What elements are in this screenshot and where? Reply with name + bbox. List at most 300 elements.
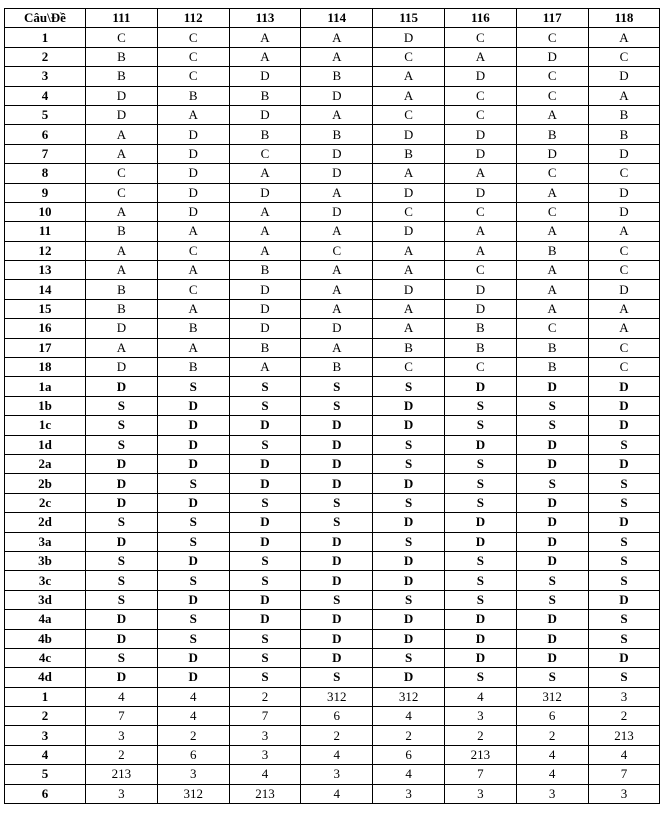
answer-cell: A <box>588 319 660 338</box>
answer-cell: C <box>157 241 229 260</box>
answer-cell: D <box>516 144 588 163</box>
answer-cell: C <box>444 86 516 105</box>
answer-cell: B <box>229 125 301 144</box>
answer-cell: D <box>373 474 445 493</box>
answer-cell: D <box>157 144 229 163</box>
answer-cell: D <box>229 299 301 318</box>
answer-cell: C <box>157 28 229 47</box>
answer-cell: D <box>157 668 229 687</box>
question-number-cell: 1c <box>5 416 86 435</box>
answer-cell: 2 <box>588 707 660 726</box>
answer-cell: A <box>229 202 301 221</box>
header-exam-code-111: 111 <box>86 9 158 28</box>
table-row <box>5 532 660 551</box>
answer-cell: S <box>86 590 158 609</box>
answer-cell: D <box>373 416 445 435</box>
table-row <box>5 435 660 454</box>
answer-cell: A <box>516 299 588 318</box>
answer-cell: 4 <box>229 765 301 784</box>
answer-cell: B <box>229 261 301 280</box>
question-number-cell: 8 <box>5 164 86 183</box>
answer-cell: D <box>516 377 588 396</box>
answer-cell: D <box>588 183 660 202</box>
answer-cell: D <box>373 629 445 648</box>
answer-cell: D <box>229 319 301 338</box>
table-row <box>5 493 660 512</box>
answer-cell: C <box>516 67 588 86</box>
answer-cell: A <box>588 28 660 47</box>
answer-cell: S <box>157 610 229 629</box>
answer-cell: D <box>444 377 516 396</box>
answer-cell: C <box>86 28 158 47</box>
header-row <box>5 9 660 28</box>
answer-cell: 7 <box>444 765 516 784</box>
question-number-cell: 1d <box>5 435 86 454</box>
answer-cell: A <box>86 125 158 144</box>
answer-cell: 2 <box>301 726 373 745</box>
answer-cell: A <box>229 358 301 377</box>
table-row <box>5 726 660 745</box>
answer-cell: C <box>373 105 445 124</box>
table-row <box>5 707 660 726</box>
answer-cell: S <box>157 377 229 396</box>
answer-cell: A <box>157 338 229 357</box>
answer-cell: S <box>86 648 158 667</box>
header-exam-code-117: 117 <box>516 9 588 28</box>
table-row <box>5 280 660 299</box>
answer-cell: 7 <box>86 707 158 726</box>
answer-cell: S <box>444 396 516 415</box>
answer-cell: B <box>86 222 158 241</box>
question-number-cell: 2a <box>5 454 86 473</box>
answer-cell: S <box>588 551 660 570</box>
answer-cell: D <box>516 47 588 66</box>
answer-cell: C <box>516 86 588 105</box>
answer-cell: D <box>301 474 373 493</box>
answer-cell: D <box>301 416 373 435</box>
answer-cell: D <box>444 648 516 667</box>
table-row <box>5 513 660 532</box>
answer-cell: C <box>516 202 588 221</box>
table-row <box>5 396 660 415</box>
question-number-cell: 6 <box>5 125 86 144</box>
answer-cell: C <box>157 47 229 66</box>
answer-cell: C <box>157 67 229 86</box>
answer-cell: D <box>516 629 588 648</box>
table-row <box>5 765 660 784</box>
answer-cell: S <box>373 648 445 667</box>
question-number-cell: 2b <box>5 474 86 493</box>
table-row <box>5 454 660 473</box>
answer-cell: B <box>229 338 301 357</box>
question-number-cell: 4b <box>5 629 86 648</box>
answer-cell: S <box>444 416 516 435</box>
answer-cell: D <box>373 551 445 570</box>
answer-cell: S <box>444 493 516 512</box>
answer-cell: A <box>588 222 660 241</box>
table-row <box>5 784 660 803</box>
answer-cell: S <box>373 493 445 512</box>
answer-cell: S <box>86 513 158 532</box>
answer-cell: B <box>373 338 445 357</box>
answer-cell: D <box>373 183 445 202</box>
answer-cell: A <box>86 202 158 221</box>
table-row <box>5 222 660 241</box>
answer-cell: A <box>86 144 158 163</box>
answer-cell: B <box>516 241 588 260</box>
answer-cell: D <box>588 67 660 86</box>
answer-cell: 3 <box>86 784 158 803</box>
answer-cell: D <box>444 183 516 202</box>
answer-cell: D <box>444 125 516 144</box>
answer-cell: D <box>301 532 373 551</box>
answer-cell: B <box>444 338 516 357</box>
answer-cell: 3 <box>229 726 301 745</box>
answer-cell: D <box>86 610 158 629</box>
question-number-cell: 4c <box>5 648 86 667</box>
answer-cell: D <box>86 86 158 105</box>
answer-cell: S <box>86 416 158 435</box>
answer-cell: S <box>588 610 660 629</box>
table-row <box>5 241 660 260</box>
answer-cell: C <box>444 358 516 377</box>
answer-cell: S <box>301 377 373 396</box>
answer-cell: D <box>444 532 516 551</box>
answer-cell: D <box>157 493 229 512</box>
answer-cell: S <box>373 532 445 551</box>
answer-cell: B <box>86 67 158 86</box>
answer-cell: D <box>588 416 660 435</box>
answer-cell: S <box>157 474 229 493</box>
answer-cell: 4 <box>86 687 158 706</box>
answer-cell: D <box>444 513 516 532</box>
answer-cell: A <box>588 299 660 318</box>
answer-cell: 3 <box>301 765 373 784</box>
answer-cell: D <box>373 222 445 241</box>
table-row <box>5 164 660 183</box>
answer-cell: 4 <box>373 707 445 726</box>
answer-cell: B <box>301 125 373 144</box>
table-row <box>5 590 660 609</box>
header-question-label: Câu\Đề <box>5 9 86 28</box>
answer-cell: S <box>444 590 516 609</box>
answer-cell: S <box>444 454 516 473</box>
answer-cell: 4 <box>301 745 373 764</box>
answer-cell: 4 <box>373 765 445 784</box>
answer-cell: B <box>516 125 588 144</box>
answer-cell: A <box>157 261 229 280</box>
answer-cell: B <box>516 338 588 357</box>
answer-cell: 6 <box>516 707 588 726</box>
answer-cell: D <box>157 183 229 202</box>
answer-cell: D <box>86 668 158 687</box>
answer-cell: D <box>86 377 158 396</box>
answer-cell: D <box>229 280 301 299</box>
answer-cell: 6 <box>301 707 373 726</box>
table-body <box>5 28 660 804</box>
question-number-cell: 2 <box>5 707 86 726</box>
answer-cell: D <box>86 629 158 648</box>
question-number-cell: 3 <box>5 67 86 86</box>
answer-cell: D <box>516 454 588 473</box>
answer-cell: D <box>588 202 660 221</box>
answer-cell: 213 <box>444 745 516 764</box>
question-number-cell: 7 <box>5 144 86 163</box>
answer-cell: S <box>373 435 445 454</box>
question-number-cell: 2 <box>5 47 86 66</box>
table-row <box>5 648 660 667</box>
answer-cell: D <box>588 396 660 415</box>
question-number-cell: 4 <box>5 745 86 764</box>
answer-cell: D <box>516 610 588 629</box>
table-row <box>5 299 660 318</box>
answer-cell: C <box>373 202 445 221</box>
answer-cell: D <box>229 513 301 532</box>
answer-cell: S <box>373 377 445 396</box>
answer-cell: D <box>444 435 516 454</box>
answer-cell: A <box>373 319 445 338</box>
answer-cell: D <box>588 648 660 667</box>
answer-cell: A <box>373 299 445 318</box>
answer-cell: 213 <box>588 726 660 745</box>
answer-cell: S <box>301 396 373 415</box>
answer-cell: D <box>301 610 373 629</box>
table-row <box>5 338 660 357</box>
question-number-cell: 3b <box>5 551 86 570</box>
table-row <box>5 629 660 648</box>
header-exam-code-114: 114 <box>301 9 373 28</box>
table-row <box>5 28 660 47</box>
answer-cell: S <box>444 474 516 493</box>
answer-cell: 312 <box>516 687 588 706</box>
answer-cell: D <box>229 532 301 551</box>
header-exam-code-112: 112 <box>157 9 229 28</box>
answer-cell: C <box>229 144 301 163</box>
answer-cell: D <box>301 629 373 648</box>
answer-cell: D <box>373 280 445 299</box>
answer-cell: B <box>301 358 373 377</box>
answer-cell: S <box>229 571 301 590</box>
answer-cell: B <box>157 86 229 105</box>
answer-cell: C <box>588 338 660 357</box>
table-row <box>5 67 660 86</box>
table-row <box>5 610 660 629</box>
answer-cell: S <box>516 590 588 609</box>
answer-cell: C <box>588 47 660 66</box>
question-number-cell: 10 <box>5 202 86 221</box>
answer-cell: C <box>373 47 445 66</box>
answer-cell: C <box>516 319 588 338</box>
answer-cell: D <box>157 435 229 454</box>
table-row <box>5 668 660 687</box>
table-row <box>5 261 660 280</box>
answer-cell: 3 <box>516 784 588 803</box>
answer-cell: B <box>86 280 158 299</box>
answer-cell: A <box>229 47 301 66</box>
answer-cell: D <box>229 474 301 493</box>
answer-cell: 213 <box>229 784 301 803</box>
answer-cell: D <box>301 86 373 105</box>
answer-cell: A <box>444 47 516 66</box>
question-number-cell: 1 <box>5 28 86 47</box>
answer-cell: S <box>229 668 301 687</box>
answer-cell: B <box>301 67 373 86</box>
answer-cell: D <box>588 513 660 532</box>
answer-cell: C <box>157 280 229 299</box>
answer-cell: D <box>86 474 158 493</box>
question-number-cell: 3d <box>5 590 86 609</box>
answer-cell: S <box>229 493 301 512</box>
answer-cell: 3 <box>157 765 229 784</box>
answer-cell: C <box>516 28 588 47</box>
question-number-cell: 3 <box>5 726 86 745</box>
answer-cell: 7 <box>229 707 301 726</box>
answer-cell: S <box>588 668 660 687</box>
question-number-cell: 12 <box>5 241 86 260</box>
answer-cell: B <box>86 299 158 318</box>
answer-cell: A <box>301 261 373 280</box>
answer-cell: C <box>588 261 660 280</box>
answer-cell: S <box>373 590 445 609</box>
answer-cell: S <box>86 551 158 570</box>
answer-cell: D <box>444 280 516 299</box>
answer-cell: A <box>516 105 588 124</box>
answer-cell: B <box>588 125 660 144</box>
answer-cell: S <box>157 513 229 532</box>
answer-cell: 2 <box>516 726 588 745</box>
answer-cell: D <box>157 396 229 415</box>
answer-cell: C <box>301 241 373 260</box>
answer-cell: S <box>157 532 229 551</box>
answer-cell: D <box>516 648 588 667</box>
answer-cell: 4 <box>157 687 229 706</box>
question-number-cell: 15 <box>5 299 86 318</box>
answer-cell: 2 <box>157 726 229 745</box>
answer-cell: D <box>229 590 301 609</box>
answer-cell: S <box>157 629 229 648</box>
answer-cell: S <box>588 571 660 590</box>
answer-cell: S <box>229 629 301 648</box>
answer-cell: S <box>301 493 373 512</box>
answer-cell: S <box>301 513 373 532</box>
answer-cell: 6 <box>373 745 445 764</box>
answer-cell: S <box>588 435 660 454</box>
table-row <box>5 86 660 105</box>
answer-cell: D <box>86 105 158 124</box>
answer-cell: A <box>301 183 373 202</box>
answer-cell: S <box>588 629 660 648</box>
answer-cell: D <box>516 532 588 551</box>
answer-cell: D <box>157 454 229 473</box>
answer-cell: A <box>229 164 301 183</box>
answer-cell: S <box>516 416 588 435</box>
question-number-cell: 2c <box>5 493 86 512</box>
answer-cell: S <box>229 396 301 415</box>
answer-cell: A <box>373 164 445 183</box>
question-number-cell: 17 <box>5 338 86 357</box>
answer-cell: D <box>516 435 588 454</box>
answer-cell: D <box>157 551 229 570</box>
table-row <box>5 183 660 202</box>
answer-cell: 2 <box>229 687 301 706</box>
answer-cell: D <box>229 454 301 473</box>
answer-cell: A <box>301 299 373 318</box>
answer-cell: 3 <box>588 687 660 706</box>
question-number-cell: 1 <box>5 687 86 706</box>
answer-cell: 312 <box>157 784 229 803</box>
question-number-cell: 4a <box>5 610 86 629</box>
answer-cell: S <box>588 493 660 512</box>
answer-cell: D <box>444 299 516 318</box>
answer-cell: D <box>229 610 301 629</box>
answer-cell: S <box>229 648 301 667</box>
answer-cell: A <box>86 241 158 260</box>
question-number-cell: 9 <box>5 183 86 202</box>
answer-cell: D <box>301 571 373 590</box>
question-number-cell: 1b <box>5 396 86 415</box>
answer-key-table <box>4 8 660 804</box>
answer-cell: D <box>157 164 229 183</box>
answer-cell: D <box>373 125 445 144</box>
answer-cell: A <box>301 338 373 357</box>
table-row <box>5 47 660 66</box>
answer-cell: C <box>444 105 516 124</box>
answer-cell: D <box>157 416 229 435</box>
answer-cell: D <box>301 454 373 473</box>
question-number-cell: 16 <box>5 319 86 338</box>
answer-cell: 2 <box>444 726 516 745</box>
answer-cell: S <box>588 532 660 551</box>
header-exam-code-118: 118 <box>588 9 660 28</box>
answer-cell: A <box>588 86 660 105</box>
question-number-cell: 6 <box>5 784 86 803</box>
answer-cell: A <box>301 105 373 124</box>
question-number-cell: 4d <box>5 668 86 687</box>
question-number-cell: 4 <box>5 86 86 105</box>
answer-cell: D <box>373 28 445 47</box>
table-row <box>5 125 660 144</box>
answer-cell: D <box>301 648 373 667</box>
answer-cell: B <box>86 47 158 66</box>
answer-cell: C <box>444 261 516 280</box>
table-row <box>5 687 660 706</box>
answer-cell: 7 <box>588 765 660 784</box>
answer-cell: B <box>373 144 445 163</box>
answer-cell: 4 <box>157 707 229 726</box>
question-number-cell: 13 <box>5 261 86 280</box>
answer-cell: D <box>444 610 516 629</box>
answer-cell: D <box>373 610 445 629</box>
answer-cell: A <box>157 299 229 318</box>
answer-cell: 2 <box>373 726 445 745</box>
answer-cell: 312 <box>373 687 445 706</box>
answer-cell: D <box>588 377 660 396</box>
answer-cell: 4 <box>444 687 516 706</box>
question-number-cell: 5 <box>5 765 86 784</box>
answer-cell: C <box>588 358 660 377</box>
table-row <box>5 377 660 396</box>
answer-cell: A <box>301 280 373 299</box>
answer-cell: A <box>516 261 588 280</box>
answer-cell: 3 <box>373 784 445 803</box>
answer-cell: C <box>373 358 445 377</box>
answer-cell: A <box>444 222 516 241</box>
answer-cell: D <box>157 202 229 221</box>
table-row <box>5 144 660 163</box>
answer-cell: S <box>516 474 588 493</box>
answer-cell: D <box>373 396 445 415</box>
answer-cell: A <box>373 67 445 86</box>
